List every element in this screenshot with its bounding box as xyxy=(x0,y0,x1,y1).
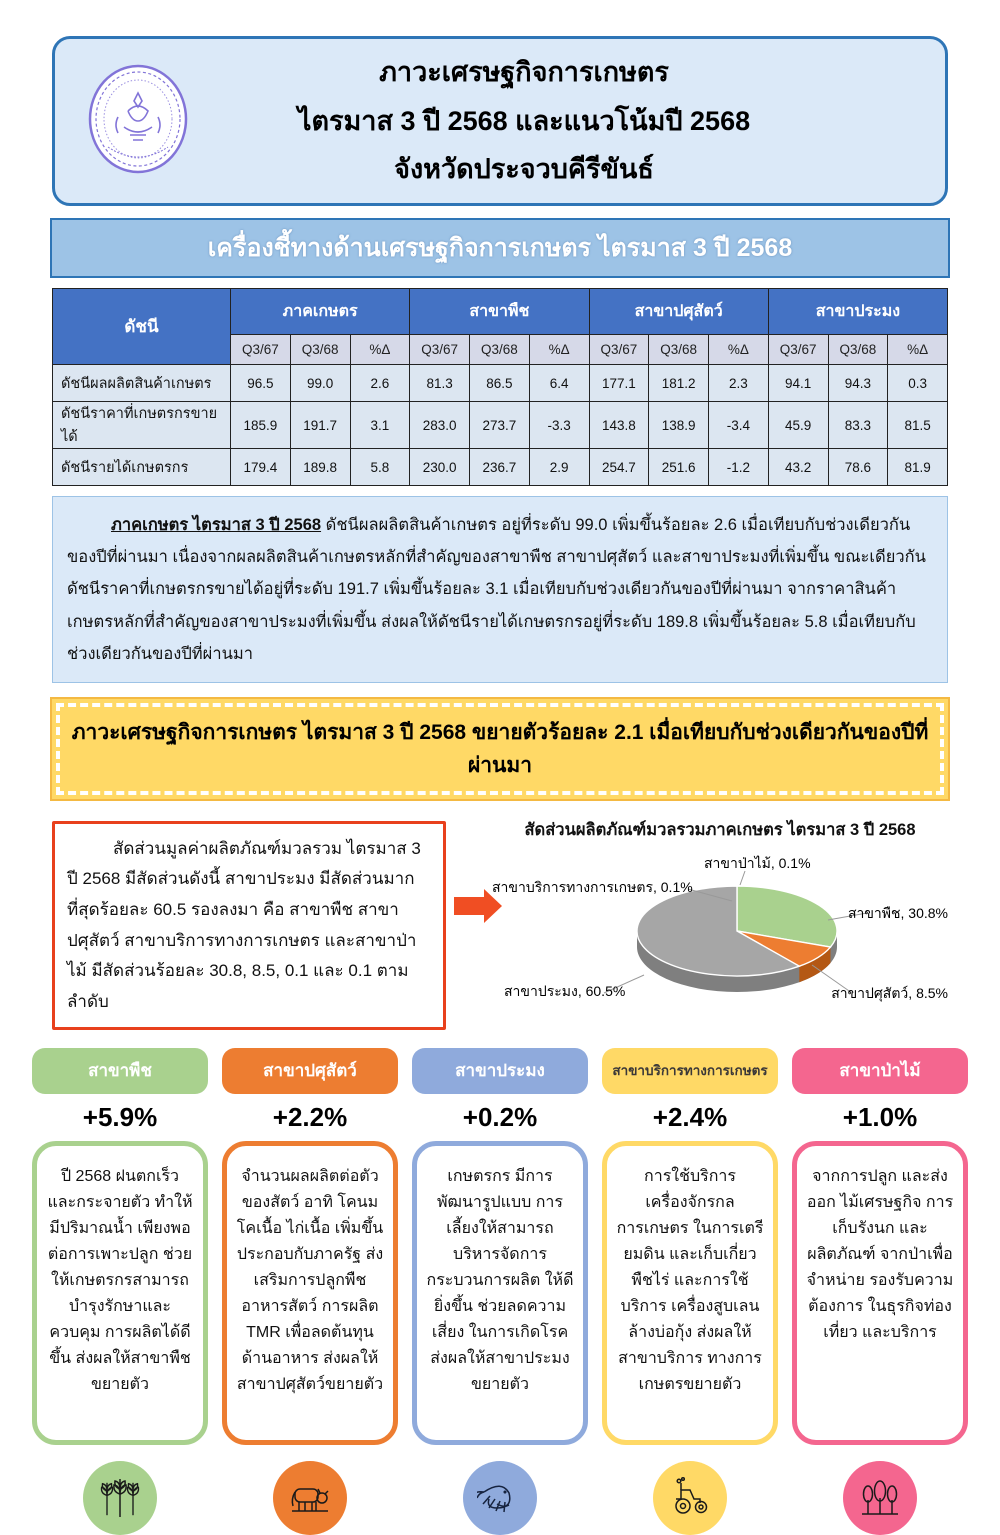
indicators-table xyxy=(52,288,948,486)
row-label: ดัชนีผลผลิตสินค้าเกษตร xyxy=(53,365,231,402)
gpp-pie-chart xyxy=(492,817,948,1007)
summary-lead: ภาคเกษตร ไตรมาส 3 ปี 2568 xyxy=(111,516,322,534)
sector-card-forestry: จากการปลูก และส่งออก ไม้เศรษฐกิจ การเก็บรังนก และผลิตภัณฑ์ จากป่าเพื่อจำหน่าย รองรับความต้องการ ในธุรกิจท่องเที่ยว และบริการ xyxy=(792,1141,968,1445)
growth-highlight-banner xyxy=(50,697,950,801)
table-row: ดัชนีราคาที่เกษตรกรขายได้ 185.9 191.7 3.1 283.0 273.7 -3.3 143.8 138.9 -3.4 45.9 83.3 81.5 xyxy=(53,402,948,449)
pie-label-crop: สาขาพืช, 30.8% xyxy=(847,904,948,921)
col-header: Q3/67 xyxy=(410,335,470,365)
oae-logo-emblem xyxy=(79,63,197,180)
sector-card-fishery: เกษตรกร มีการพัฒนารูปแบบ การเลี้ยงให้สามารถ บริหารจัดการ กระบวนการผลิต ให้ดียิ่งขึ้น ช่วยลดความเสี่ยง ในการเกิดโรค ส่งผลให้สาขาประมง ขยายตัว xyxy=(412,1141,588,1445)
col-header: Q3/67 xyxy=(231,335,291,365)
group-header-crops: สาขาพืช xyxy=(410,289,589,335)
group-header-agriculture: ภาคเกษตร xyxy=(231,289,410,335)
col-header: Q3/68 xyxy=(290,335,350,365)
row-label: ดัชนีราคาที่เกษตรกรขายได้ xyxy=(53,402,231,449)
pie-label-service: สาขาบริการทางการเกษตร, 0.1% xyxy=(492,878,693,895)
col-header: %Δ xyxy=(529,335,589,365)
sector-card-livestock: จำนวนผลผลิตต่อตัว ของสัตว์ อาทิ โคนม โคเนื้อ ไก่เนื้อ เพิ่มขึ้น ประกอบกับภาครัฐ ส่งเสริมการปลูกพืช อาหารสัตว์ การผลิต TMR เพื่อลดต้นทุน ด้านอาหาร ส่งผลให้ สาขาปศุสัตว์ขยายตัว xyxy=(222,1141,398,1445)
page-title xyxy=(197,48,921,194)
emblem-icon xyxy=(86,63,190,180)
col-header: Q3/68 xyxy=(470,335,530,365)
pie-label-livestock: สาขาปศุสัตว์, 8.5% xyxy=(831,984,948,1001)
sector-change-fishery: +0.2% xyxy=(462,1102,538,1133)
col-header: Q3/68 xyxy=(828,335,888,365)
pie-chart-title: สัดส่วนผลิตภัณฑ์มวลรวมภาคเกษตร ไตรมาส 3 ปี 2568 xyxy=(524,820,916,839)
table-index-header: ดัชนี xyxy=(53,289,231,365)
col-header: %Δ xyxy=(350,335,410,365)
col-header: Q3/67 xyxy=(768,335,828,365)
col-header: %Δ xyxy=(888,335,948,365)
table-row: ดัชนีรายได้เกษตรกร 179.4 189.8 5.8 230.0 236.7 2.9 254.7 251.6 -1.2 43.2 78.6 81.9 xyxy=(53,449,948,486)
title-line-3: จังหวัดประจวบคีรีขันธ์ xyxy=(394,154,654,185)
sector-change-crops: +5.9% xyxy=(82,1102,158,1133)
gpp-section xyxy=(52,817,948,1031)
sector-pill-forestry: สาขาป่าไม้ xyxy=(792,1048,968,1094)
trees-icon xyxy=(843,1461,917,1535)
col-header: Q3/67 xyxy=(589,335,649,365)
sector-change-livestock: +2.2% xyxy=(272,1102,348,1133)
indicators-section-banner: เครื่องชี้ทางด้านเศรษฐกิจการเกษตร ไตรมาส 3 ปี 2568 xyxy=(50,218,950,278)
tractor-icon xyxy=(653,1461,727,1535)
table-row: ดัชนีผลผลิตสินค้าเกษตร 96.5 99.0 2.6 81.3 86.5 6.4 177.1 181.2 2.3 94.1 94.3 0.3 xyxy=(53,365,948,402)
pie-label-fishery: สาขาประมง, 60.5% xyxy=(504,982,626,999)
sector-pill-services: สาขาบริการทางการเกษตร xyxy=(602,1048,778,1094)
gpp-share-box xyxy=(52,821,446,1031)
sector-card-crops: ปี 2568 ฝนตกเร็ว และกระจายตัว ทำให้มีปริมาณน้ำ เพียงพอต่อการเพาะปลูก ช่วยให้เกษตรกรสามารถ บำรุงรักษาและควบคุม การผลิตได้ดีขึ้น ส่งผลให้สาขาพืช ขยายตัว xyxy=(32,1141,208,1445)
sector-change-forestry: +1.0% xyxy=(842,1102,918,1133)
col-header: %Δ xyxy=(709,335,769,365)
pie-label-forest: สาขาป่าไม้, 0.1% xyxy=(704,854,811,871)
quarter-summary-paragraph xyxy=(52,496,948,683)
row-label: ดัชนีรายได้เกษตรกร xyxy=(53,449,231,486)
sector-columns xyxy=(32,1048,968,1535)
gpp-share-text: สัดส่วนมูลค่าผลิตภัณฑ์มวลรวม ไตรมาส 3 ปี 2568 มีสัดส่วนดังนี้ สาขาประมง มีสัดส่วนมากที่สุดร้อยละ 60.5 รองลงมา คือ สาขาพืช สาขาปศุสัตว์ สาขาบริการทางการเกษตร และสาขาป่าไม้ มีสัดส่วนร้อยละ 30.8, 8.5, 0.1 และ 0.1 ตามลำดับ xyxy=(67,838,421,1011)
group-header-livestock: สาขาปศุสัตว์ xyxy=(589,289,768,335)
sector-card-services: การใช้บริการ เครื่องจักรกลการเกษตร ในการเตรียมดิน และเก็บเกี่ยวพืชไร่ และการใช้บริการ เครื่องสูบเลนล้างบ่อกุ้ง ส่งผลให้สาขาบริการ ทางการเกษตรขยายตัว xyxy=(602,1141,778,1445)
wheat-icon xyxy=(83,1461,157,1535)
sector-change-services: +2.4% xyxy=(652,1102,728,1133)
growth-highlight-text: ภาวะเศรษฐกิจการเกษตร ไตรมาส 3 ปี 2568 ขยายตัวร้อยละ 2.1 เมื่อเทียบกับช่วงเดียวกันของปีที่ผ่านมา xyxy=(56,703,944,795)
sector-pill-fishery: สาขาประมง xyxy=(412,1048,588,1094)
sector-pill-livestock: สาขาปศุสัตว์ xyxy=(222,1048,398,1094)
header-card xyxy=(52,36,948,206)
summary-text: ดัชนีผลผลิตสินค้าเกษตร อยู่ที่ระดับ 99.0 เพิ่มขึ้นร้อยละ 2.6 เมื่อเทียบกับช่วงเดียวกันของปีที่ผ่านมา เนื่องจากผลผลิตสินค้าเกษตรหลักที่สำคัญของสาขาพืช สาขาปศุสัตว์ และสาขาประมงที่เพิ่มขึ้น ขณะเดียวกันดัชนีราคาที่เกษตรกรขายได้อยู่ที่ระดับ 191.7 เพิ่มขึ้นร้อยละ 3.1 เมื่อเทียบกับช่วงเดียวกันของปีที่ผ่านมา จากราคาสินค้าเกษตรหลักที่สำคัญของสาขาประมงที่เพิ่มขึ้น ส่งผลให้ดัชนีรายได้เกษตรกรอยู่ที่ระดับ 189.8 เพิ่มขึ้นร้อยละ 5.8 เมื่อเทียบกับช่วงเดียวกันของปีที่ผ่านมา xyxy=(67,516,926,663)
col-header: Q3/68 xyxy=(649,335,709,365)
arrow-right-icon xyxy=(446,897,492,915)
shrimp-icon xyxy=(463,1461,537,1535)
title-line-1: ภาวะเศรษฐกิจการเกษตร xyxy=(379,57,669,88)
sector-pill-crops: สาขาพืช xyxy=(32,1048,208,1094)
title-line-2: ไตรมาส 3 ปี 2568 และแนวโน้มปี 2568 xyxy=(297,105,751,136)
cow-icon xyxy=(273,1461,347,1535)
group-header-fishery: สาขาประมง xyxy=(768,289,947,335)
